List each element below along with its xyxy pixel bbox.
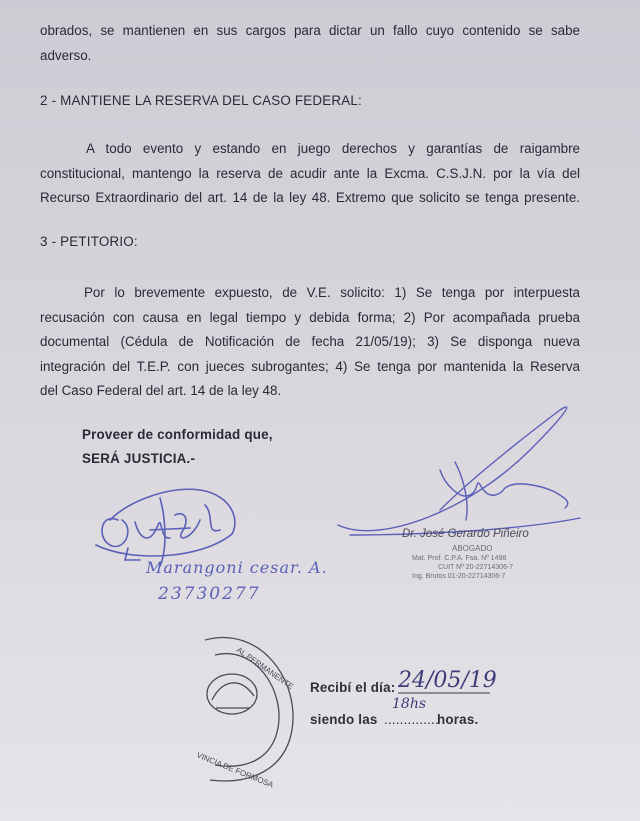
closing-line-1: Proveer de conformidad que, xyxy=(82,427,273,442)
left-signature-number: 23730277 xyxy=(158,584,261,604)
text-line: constitucional, mantengo la reserva de acudir ante la Excma. C.S.J.N. por la vía del xyxy=(40,165,580,181)
time-value: 18hs xyxy=(392,696,427,712)
left-signature-name: Marangoni cesar. A. xyxy=(146,558,328,577)
text-line: Recurso Extraordinario del art. 14 de la ley 48. Extremo que solicito se tenga presente. xyxy=(40,190,580,205)
closing-line-2: SERÁ JUSTICIA.- xyxy=(82,451,196,466)
stamp-top-text: AL PERMANENTE xyxy=(234,645,296,692)
text-line: A todo evento y estando en juego derechos y garantías de raigambre xyxy=(86,141,580,156)
section2-heading: 2 - MANTIENE LA RESERVA DEL CASO FEDERAL: xyxy=(40,93,362,108)
text-line: recusación con causa en legal tiempo y debida forma; 2) Por acompañada prueba xyxy=(40,309,580,325)
lawyer-stamp-line: Ing. Brutos 01-20-22714306-7 xyxy=(412,573,506,580)
section3-heading: 3 - PETITORIO: xyxy=(40,234,138,249)
text-line: integración del T.E.P. con jueces subrogantes; 4) Se tenga por mantenida la Reserva xyxy=(40,358,580,374)
lawyer-name: Dr. José Gerardo Piñeiro xyxy=(402,528,529,540)
received-value: 24/05/19 xyxy=(398,668,497,693)
lawyer-stamp-line: Mat. Prof. C.P.A. Fsa. Nº 1498 xyxy=(412,555,507,562)
time-label-start: siendo las xyxy=(310,712,378,727)
lawyer-stamp-line: CUIT Nº 20-22714306-7 xyxy=(438,564,514,571)
stamp-bottom-text: VINCIA DE FORMOSA xyxy=(195,750,275,790)
lawyer-signature-icon xyxy=(338,407,580,535)
time-label-end: horas. xyxy=(437,712,479,727)
received-label: Recibí el día: xyxy=(310,680,396,695)
text-line: del Caso Federal del art. 14 de la ley 48. xyxy=(40,383,282,398)
text-line: obrados, se mantienen en sus cargos para dictar un fallo cuyo contenido se sabe xyxy=(40,23,580,38)
text-line: documental (Cédula de Notificación de fecha 21/05/19); 3) Se disponga nueva xyxy=(40,334,580,349)
text-line: adverso. xyxy=(40,47,92,63)
lawyer-title: ABOGADO xyxy=(452,544,493,553)
time-dots: .............. xyxy=(384,712,439,727)
text-line: Por lo brevemente expuesto, de V.E. solicito: 1) Se tenga por interpuesta xyxy=(84,285,580,300)
left-signature-icon xyxy=(96,489,235,566)
